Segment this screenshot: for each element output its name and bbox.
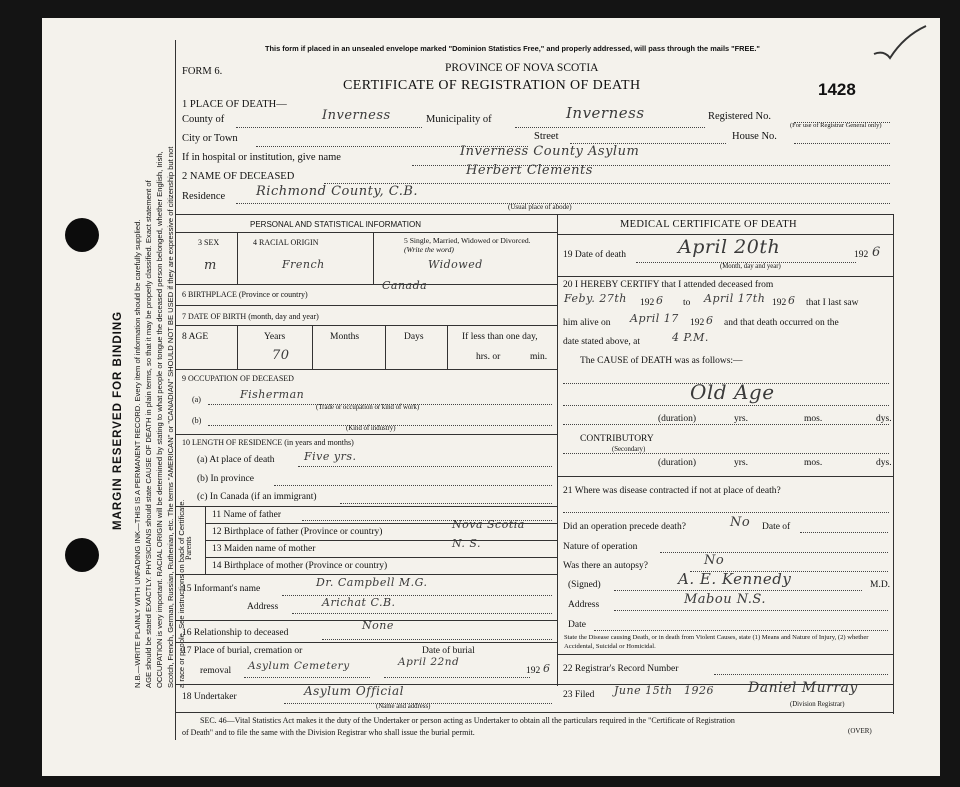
in-province-label: (b) In province [197,474,254,484]
county-label: County of [182,114,225,125]
contributory-line [563,453,889,454]
undertaker-value: Asylum Official [304,684,404,698]
q21-label: 21 Where was disease contracted if not at place of death? [563,486,781,496]
year3-suffix: 6 [706,314,714,327]
residence-value: Richmond County, C.B. [256,184,419,199]
secondary-note: (Secondary) [612,446,646,453]
at-place-line [298,466,552,467]
informant-value: Dr. Campbell M.G. [316,576,428,589]
date-of-label: Date of [762,522,791,532]
personal-heading: PERSONAL AND STATISTICAL INFORMATION [250,220,421,229]
in-province-line [274,485,552,486]
racial-value: French [282,258,325,271]
dys-label: dys. [876,414,892,424]
occupation-b: (b) [192,416,202,425]
death-date-value: April 20th [678,236,781,258]
informant-label: 15 Informant's name [182,584,261,594]
cell-border [237,325,238,369]
relationship-line [322,639,552,640]
row-border [176,325,557,326]
row-border [176,434,557,435]
nature-line [660,552,888,553]
medical-address-line [614,610,888,611]
father-birth-label: 12 Birthplace of father (Province or country) [212,527,383,537]
instruction-line: Scotch, French, German, Russian, Ruthenian, etc. The terms "AMERICAN" or "CANADIAN" SHOULD NOT BE USED if they are expressive of citizenship but not [166,146,175,688]
burial-year-prefix: 192 [526,666,541,676]
row-border [176,574,557,575]
burial-year-suffix: 6 [543,662,551,675]
death-year-suffix: 6 [872,245,881,260]
death-date-label: 19 Date of death [563,250,627,260]
instruction-line: N.B.—WRITE PLAINLY WITH UNFADING INK—THIS IS A PERMANENT RECORD. Every item of information should be carefully supplied. [133,219,142,688]
marital-note: (Write the word) [404,245,454,254]
death-time-value: 4 P.M. [672,331,709,344]
filed-label: 23 Filed [563,690,595,700]
row-border [557,276,893,277]
mos-label: mos. [804,414,823,424]
year2-suffix: 6 [788,294,796,307]
date-burial-label: Date of burial [422,646,475,656]
duration-label: (duration) [658,414,696,424]
autopsy-label: Was there an autopsy? [563,561,648,571]
row-border [176,232,557,233]
page-title: CERTIFICATE OF REGISTRATION OF DEATH [343,78,641,93]
marital-label [404,236,544,254]
residence-note: (Usual place of abode) [508,203,572,211]
to-label: to [683,298,691,308]
row-border [205,540,557,541]
operation-value: No [730,515,751,530]
form-number: FORM 6. [182,66,223,77]
yrs-label: yrs. [734,414,748,424]
informant-address-line [292,613,552,614]
marital-value: Widowed [428,258,483,271]
sex-value: m [204,258,217,273]
duration-line [563,424,889,425]
house-line [794,143,890,144]
md-label: M.D. [870,580,891,590]
cell-border [312,325,313,369]
hrs-label: hrs. or [476,352,501,362]
registered-note: (For use of Registrar General only) [790,122,882,129]
house-label: House No. [732,131,777,142]
length-label: 10 LENGTH OF RESIDENCE (in years and months) [182,438,354,447]
last-saw-label: that I last saw [806,298,859,308]
footer-line-2: of Death" and to file the same with the Division Registrar who shall issue the burial permit. [182,728,475,737]
deceased-name-label: 2 NAME OF DECEASED [182,171,295,182]
years-label: Years [264,332,286,342]
burial-date-value: April 22nd [398,656,460,668]
burial-place-value: Asylum Cemetery [248,660,350,672]
deceased-name-value: Herbert Clements [466,163,593,178]
birthplace-value: Canada [382,279,428,292]
signed-label: (Signed) [568,580,601,590]
hospital-label: If in hospital or institution, give name [182,152,341,163]
street-label: Street [534,131,559,142]
division-note: (Division Registrar) [790,701,845,708]
city-label: City or Town [182,133,238,144]
sex-label: 3 SEX [198,238,220,247]
date-of-line [800,532,888,533]
certificate-number: 1428 [818,80,856,99]
check-mark-icon [870,22,930,62]
burial-label: 17 Place of burial, cremation or [182,646,303,656]
him-alive-label: him alive on [563,318,611,328]
medical-address-label: Address [568,600,600,610]
row-border [557,234,893,235]
row-border [176,284,557,285]
industry-note: (Kind of industry) [346,425,396,432]
occupation-label: 9 OCCUPATION OF DECEASED [182,374,294,383]
death-date-note: (Month, day and year) [720,263,781,270]
q21-line [563,512,889,513]
hospital-value: Inverness County Asylum [460,144,640,159]
year2-prefix: 192 [772,298,787,308]
margin-binding-note: MARGIN RESERVED FOR BINDING [112,310,124,530]
contributory-label: CONTRIBUTORY [580,434,654,444]
nature-label: Nature of operation [563,542,638,552]
column-divider [557,214,558,686]
instruction-line: AGE should be stated EXACTLY. PHYSICIANS should state CAUSE OF DEATH in plain terms, so that it may be properly classified. Exact statement of [144,180,153,688]
informant-address-label: Address [247,602,279,612]
margin-instructions [132,147,187,688]
row-border [176,642,557,643]
certify-label: 20 I HEREBY CERTIFY that I attended deceased from [563,280,774,290]
days-label: Days [404,332,424,342]
row-border [176,506,557,507]
cell-border [237,232,238,284]
section-top-border [176,214,894,215]
row-border [205,557,557,558]
filed-year-value: 1926 [684,684,714,697]
racial-label: 4 RACIAL ORIGIN [253,238,319,247]
occupation-note: (Trade or occupation or kind of work) [316,404,420,411]
row-border [557,654,893,655]
record-label: 22 Registrar's Record Number [563,664,679,674]
marital-label-text: 5 Single, Married, Widowed or Divorced. [404,236,531,245]
at-place-label: (a) At place of death [197,455,275,465]
signed-value: A. E. Kennedy [678,570,792,588]
medical-date-line [594,630,888,631]
cause-label: The CAUSE of DEATH was as follows:— [580,356,743,366]
municipality-label: Municipality of [426,114,492,125]
punch-hole-top [65,218,99,252]
operation-label: Did an operation precede death? [563,522,686,532]
months-label: Months [330,332,360,342]
age-years-value: 70 [272,348,290,363]
relationship-value: None [362,619,394,632]
dys-label-2: dys. [876,458,892,468]
medical-heading: MEDICAL CERTIFICATE OF DEATH [620,219,797,230]
parents-label: Parents [184,536,193,560]
father-name-label: 11 Name of father [212,510,282,520]
mother-birth-label: 14 Birthplace of mother (Province or country) [212,561,388,571]
footer-line-1: SEC. 46—Vital Statistics Act makes it the duty of the Undertaker or person acting as Undertaker to obtain all the particulars required in the "Certificate of Registration [200,716,735,725]
place-of-death-label: 1 PLACE OF DEATH— [182,99,287,110]
yrs-label-2: yrs. [734,458,748,468]
county-value: Inverness [322,108,391,123]
residence-label: Residence [182,191,226,202]
medical-date-label: Date [568,620,586,630]
father-birth-value: Nova Scotia [452,518,525,531]
attend-from-value: Feby. 27th [564,292,627,305]
instruction-line: a race or people. See instructions on back of Certificate. [177,499,186,688]
over-label: (OVER) [848,727,872,735]
medical-address-value: Mabou N.S. [684,592,766,607]
lessday-label: If less than one day, [462,332,538,342]
mother-name-value: N. S. [452,537,482,550]
cause-value: Old Age [690,380,775,404]
year1-prefix: 192 [640,298,655,308]
alive-on-value: April 17 [630,312,679,325]
row-border [176,369,557,370]
mail-note: This form if placed in an unsealed envelope marked "Dominion Statistics Free," and properly addressed, will pass through the mails "FREE." [265,44,760,53]
min-label: min. [530,352,548,362]
at-place-value: Five yrs. [304,450,357,463]
attend-to-value: April 17th [704,292,766,305]
registered-label: Registered No. [708,111,771,122]
mother-name-label: 13 Maiden name of mother [212,544,316,554]
informant-address-value: Arichat C.B. [322,596,396,609]
death-year-prefix: 192 [854,250,869,260]
year3-prefix: 192 [690,318,705,328]
in-canada-line [340,503,552,504]
municipality-line [515,127,705,128]
in-canada-label: (c) In Canada (if an immigrant) [197,492,317,502]
occupation-a: (a) [192,395,201,404]
form-border-right [893,214,894,714]
age-label: 8 AGE [182,332,209,342]
undertaker-label: 18 Undertaker [182,692,237,702]
filed-date-value: June 15th [614,684,673,697]
state-note: State the Disease causing Death, or in death from Violent Causes, state (1) Means and Nature of Injury, (2) whether Accidental, Suicidal or Homicidal. [564,634,869,650]
record-line [714,674,888,675]
cause-line-2 [563,405,889,406]
province-title: PROVINCE OF NOVA SCOTIA [445,62,599,74]
year1-suffix: 6 [656,294,664,307]
occurred-label: and that death occurred on the [724,318,839,328]
undertaker-note: (Name and address) [376,703,431,710]
dob-label: 7 DATE OF BIRTH (month, day and year) [182,312,319,321]
row-border [557,476,893,477]
row-border [176,305,557,306]
relationship-label: 16 Relationship to deceased [182,628,289,638]
birthplace-label: 6 BIRTHPLACE (Province or country) [182,290,308,299]
date-above-label: date stated above, at [563,337,641,347]
duration-label-2: (duration) [658,458,696,468]
section-bottom-border [176,712,894,713]
autopsy-value: No [704,553,725,568]
signed-line [614,590,862,591]
municipality-value: Inverness [566,104,645,122]
burial-place-line [244,677,370,678]
punch-hole-bottom [65,538,99,572]
cell-border [373,232,374,284]
removal-label: removal [200,666,232,676]
burial-date-line [384,677,530,678]
cell-border [447,325,448,369]
registrar-value: Daniel Murray [748,680,858,696]
mos-label-2: mos. [804,458,823,468]
form-border-left [175,40,176,740]
county-line [236,127,422,128]
instruction-line: OCCUPATION is very important. RACIAL ORIGIN will be determined by stating to what people or tongue the deceased person belonged, whether English, Irish, [155,151,164,688]
cell-border [385,325,386,369]
occupation-value: Fisherman [240,388,305,401]
